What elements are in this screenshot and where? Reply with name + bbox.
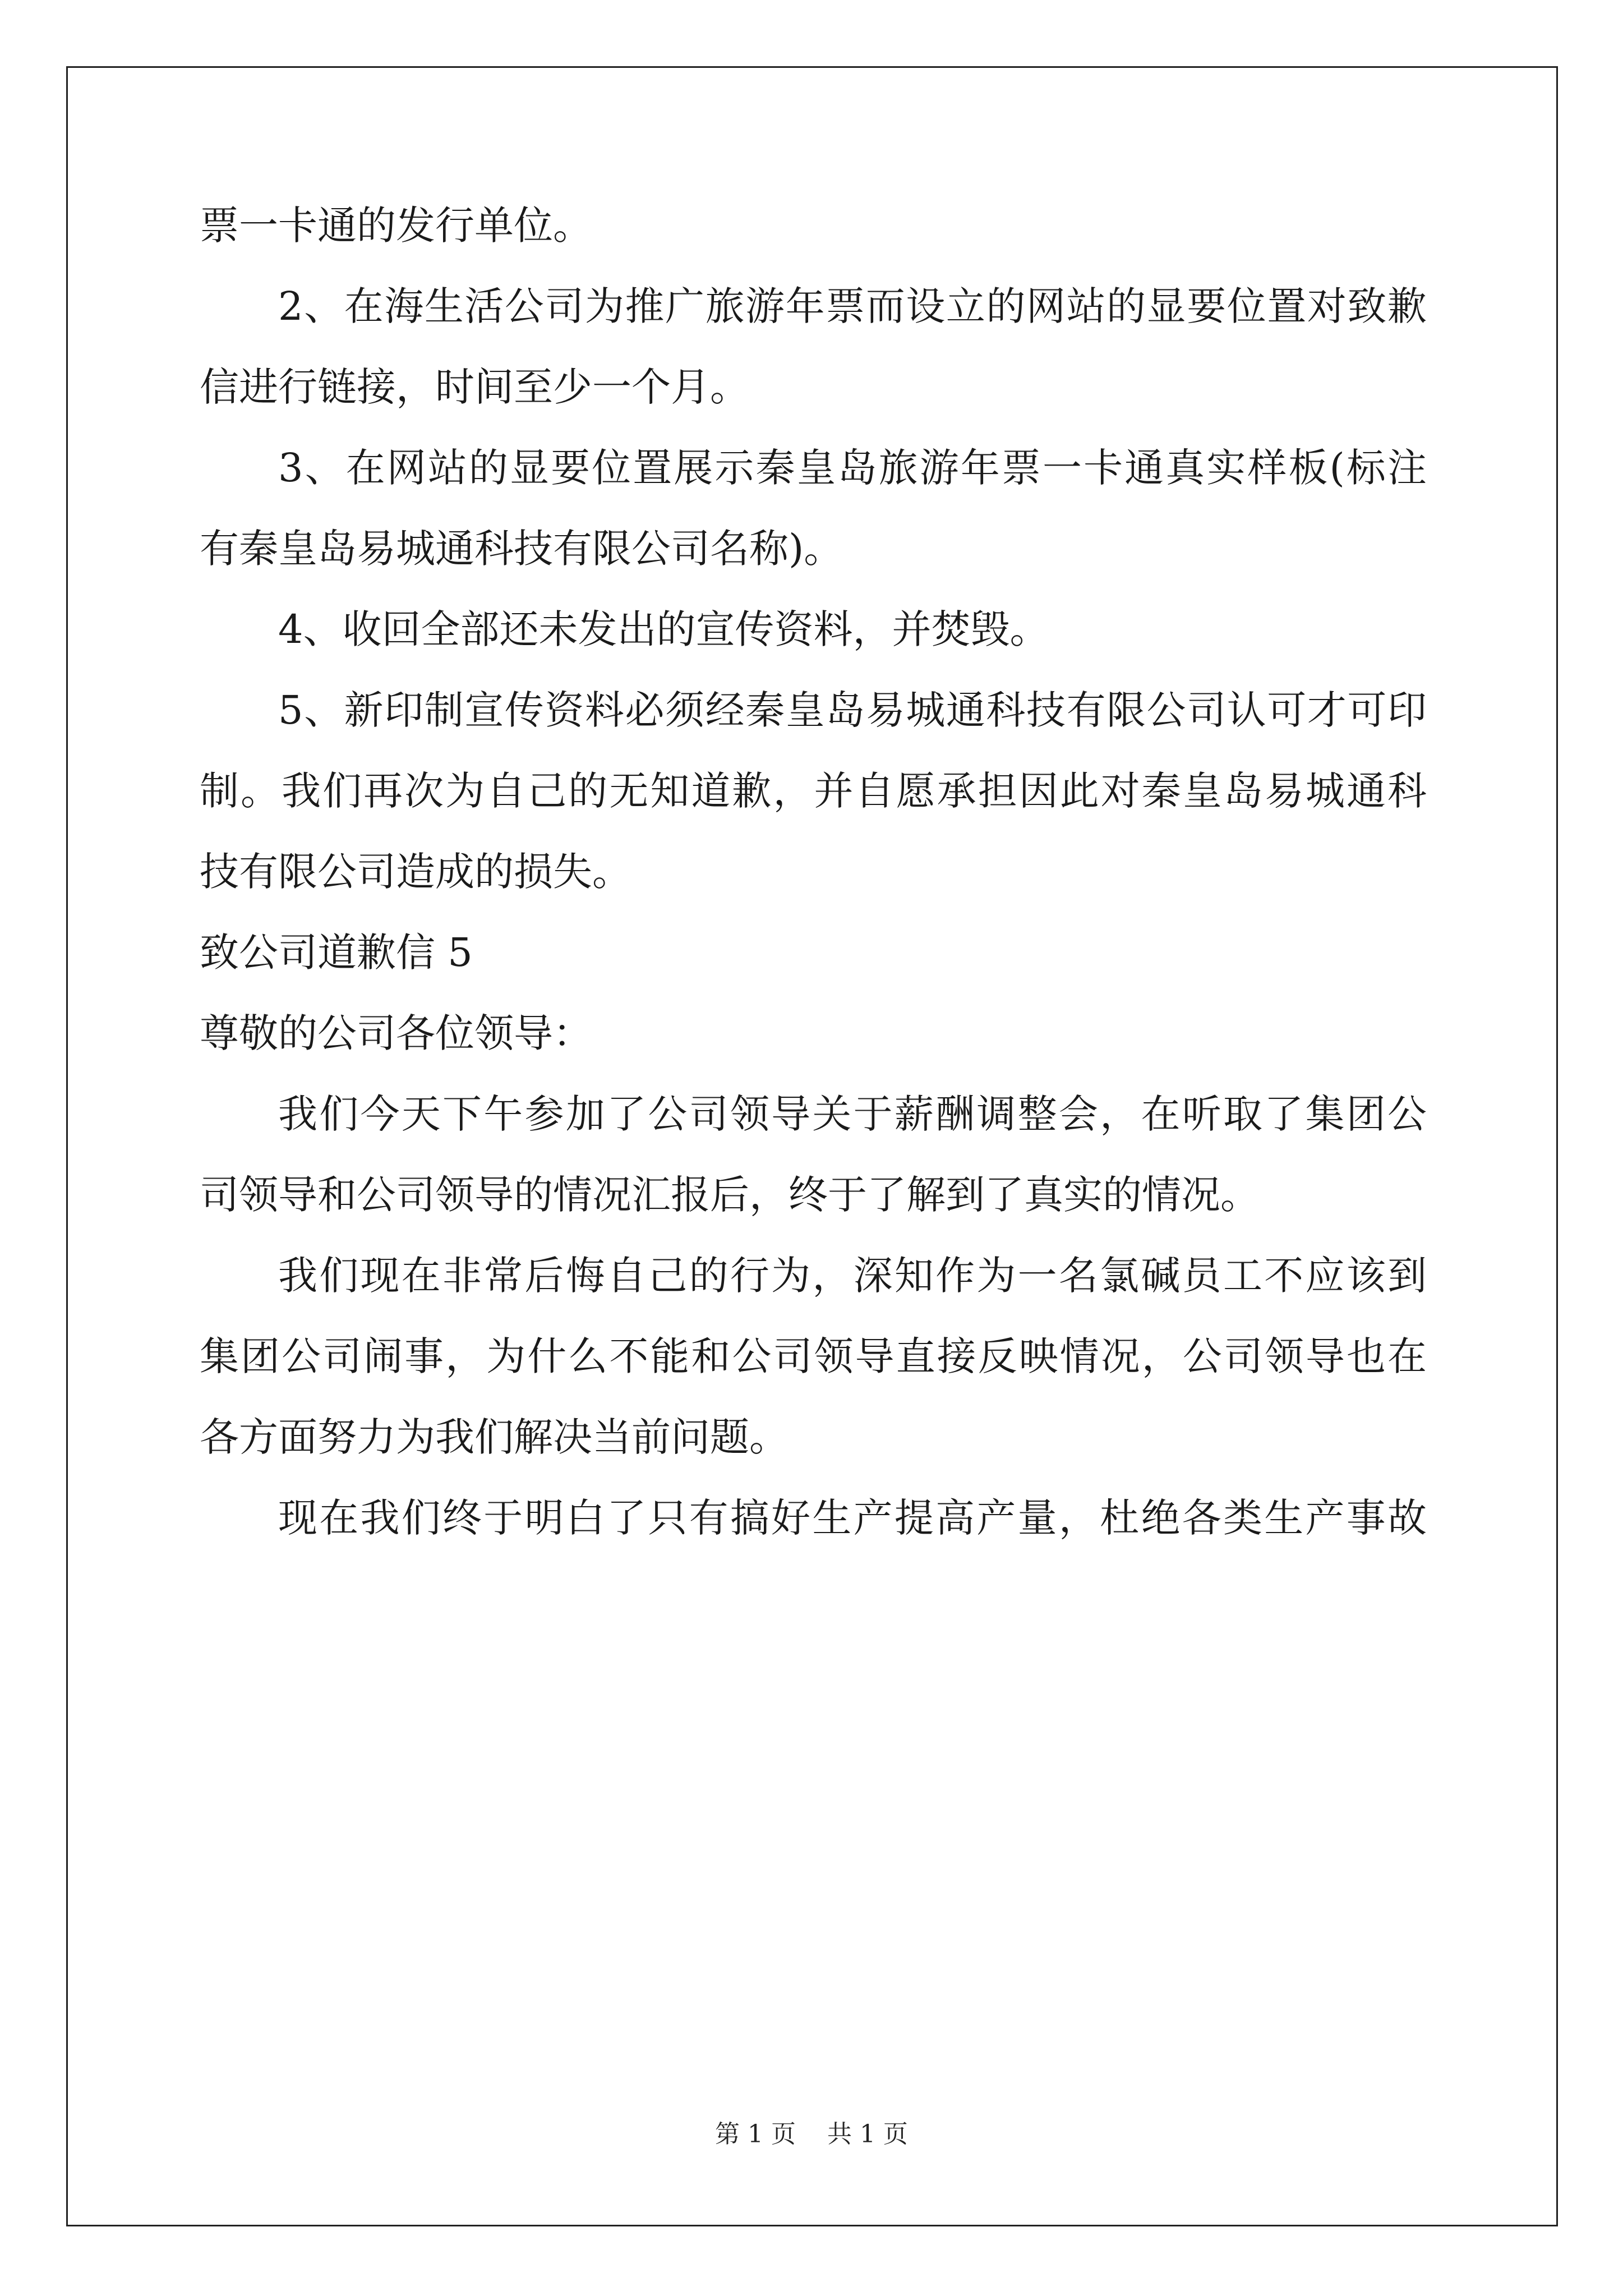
text-line: 2、在海生活公司为推广旅游年票而设立的网站的显要位置对致歉 <box>278 283 1427 329</box>
text-line: 信进行链接，时间至少一个月。 <box>200 364 749 410</box>
text-line: 制。我们再次为自己的无知道歉，并自愿承担因此对秦皇岛易城通科 <box>200 768 1427 814</box>
text-line: 有秦皇岛易城通科技有限公司名称)。 <box>200 526 843 572</box>
text-line: 3、在网站的显要位置展示秦皇岛旅游年票一卡通真实样板(标注 <box>278 445 1427 491</box>
text-line: 技有限公司造成的损失。 <box>200 849 631 895</box>
text-line: 票一卡通的发行单位。 <box>200 203 592 249</box>
text-line: 5、新印制宣传资料必须经秦皇岛易城通科技有限公司认可才可印 <box>278 687 1427 733</box>
text-line: 4、收回全部还未发出的宣传资料，并焚毁。 <box>278 606 1049 652</box>
salutation: 尊敬的公司各位领导： <box>200 1010 592 1056</box>
text-line: 我们现在非常后悔自己的行为，深知作为一名氯碱员工不应该到 <box>278 1253 1427 1299</box>
text-line: 集团公司闹事，为什么不能和公司领导直接反映情况，公司领导也在 <box>200 1333 1427 1379</box>
document-body <box>200 185 1427 1558</box>
text-line: 司领导和公司领导的情况汇报后，终于了解到了真实的情况。 <box>200 1172 1260 1218</box>
page-number-footer: 第 1 页 共 1 页 <box>715 2120 908 2148</box>
section-heading: 致公司道歉信 5 <box>200 930 473 976</box>
text-line: 我们今天下午参加了公司领导关于薪酬调整会，在听取了集团公 <box>278 1091 1427 1137</box>
text-line: 各方面努力为我们解决当前问题。 <box>200 1414 789 1460</box>
text-line: 现在我们终于明白了只有搞好生产提高产量，杜绝各类生产事故 <box>278 1495 1427 1541</box>
